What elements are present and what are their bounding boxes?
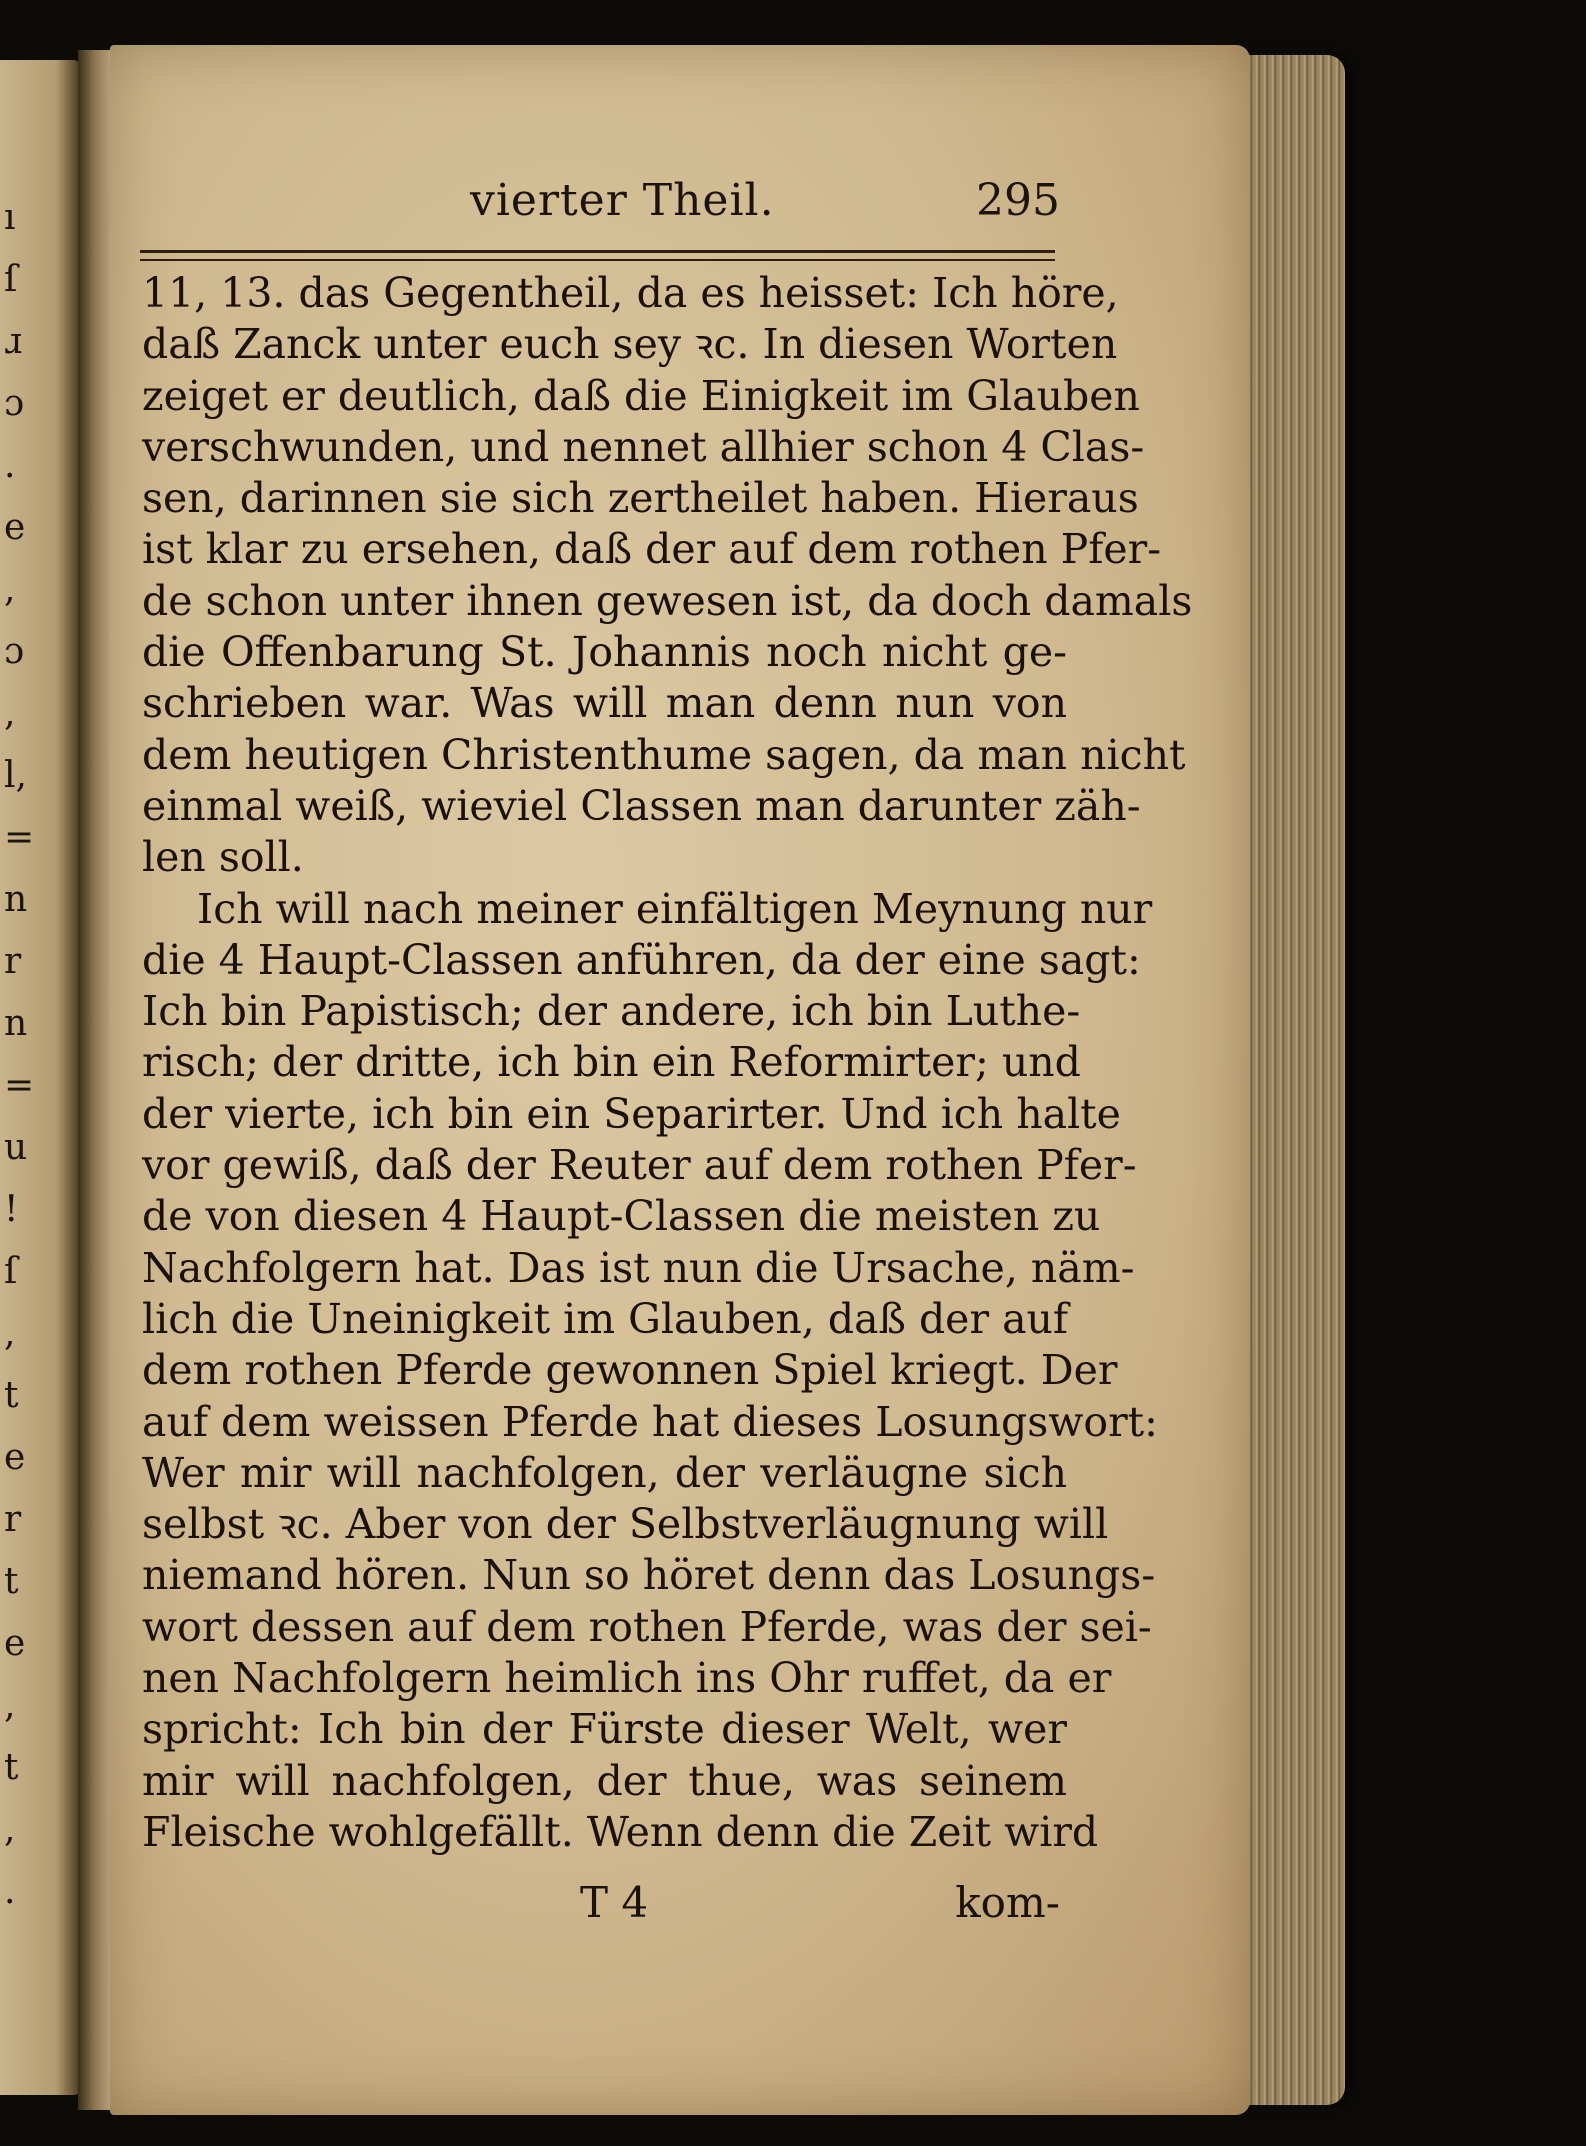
text-line: niemand hören. Nun so höret denn das Losungs-: [142, 1551, 1156, 1600]
text-line: spricht: Ich bin der Fürste dieser Welt, wer: [142, 1705, 1067, 1754]
text-line: de von diesen 4 Haupt-Classen die meisten zu: [142, 1192, 1101, 1241]
text-line: vor gewiß, daß der Reuter auf dem rothen Pfer-: [142, 1141, 1137, 1190]
left-page-fragment: n: [4, 879, 28, 920]
text-line: len soll.: [142, 833, 304, 882]
left-page-fragment: ɔ: [4, 631, 25, 672]
text-line: Wer mir will nachfolgen, der verläugne sich: [142, 1448, 1067, 1497]
body-text: [142, 268, 1193, 1858]
text-line: Nachfolgern hat. Das ist nun die Ursache, näm-: [142, 1243, 1135, 1292]
text-line: 11, 13. das Gegentheil, da es heisset: Ich höre,: [142, 269, 1119, 317]
header-rule: [140, 250, 1055, 261]
text-line: risch; der dritte, ich bin ein Reformirter; und: [142, 1038, 1081, 1087]
left-page-fragment: e: [4, 1623, 26, 1664]
text-line: Ich bin Papistisch; der andere, ich bin Luthe-: [142, 987, 1081, 1036]
page-footer: [140, 1878, 1060, 1933]
left-page-fragment: ,: [4, 569, 16, 610]
left-page-fragment: ı: [4, 197, 16, 238]
text-line: daß Zanck unter euch sey ꝛc. In diesen Worten: [142, 320, 1118, 369]
text-line: Ich will nach meiner einfältigen Meynung nur: [197, 884, 1153, 933]
text-line: lich die Uneinigkeit im Glauben, daß der auf: [142, 1294, 1069, 1343]
catchword: kom-: [955, 1878, 1060, 1927]
left-page-edge: [0, 60, 80, 2095]
left-page-fragment: ,: [4, 693, 16, 734]
page-header: [140, 175, 1060, 235]
text-line: nen Nachfolgern heimlich ins Ohr ruffet, da er: [142, 1654, 1112, 1703]
left-page-fragment: t: [4, 1375, 19, 1416]
left-page-fragment: !: [4, 1189, 19, 1230]
signature-mark: T 4: [580, 1878, 649, 1927]
text-line: schrieben war. Was will man denn nun von: [142, 679, 1067, 728]
text-line: der vierte, ich bin ein Separirter. Und ich halte: [142, 1089, 1121, 1138]
running-title: vierter Theil.: [470, 175, 775, 226]
left-page-fragment: l,: [4, 755, 27, 796]
left-page-fragment: e: [4, 507, 26, 548]
text-line: die 4 Haupt-Classen anführen, da der eine sagt:: [142, 935, 1141, 984]
left-page-fragment: n: [4, 1003, 28, 1044]
text-line: sen, darinnen sie sich zertheilet haben. Hieraus: [142, 474, 1139, 523]
left-page-fragment: t: [4, 1561, 19, 1602]
left-page-fragment: =: [4, 817, 35, 858]
left-page-fragment: ɔ: [4, 383, 25, 424]
left-page-fragment: ,: [4, 1809, 16, 1850]
text-line: Fleische wohlgefällt. Wenn denn die Zeit wird: [142, 1807, 1099, 1856]
text-line: ist klar zu ersehen, daß der auf dem rothen Pfer-: [142, 525, 1162, 574]
text-line: wort dessen auf dem rothen Pferde, was der sei-: [142, 1602, 1152, 1651]
left-page-fragment: ſ: [4, 1251, 18, 1292]
left-page-fragment: ſ: [4, 259, 18, 300]
text-line: mir will nachfolgen, der thue, was seinem: [142, 1756, 1067, 1805]
text-line: verschwunden, und nennet allhier schon 4 Clas-: [142, 422, 1145, 471]
text-line: zeiget er deutlich, daß die Einigkeit im Glauben: [142, 371, 1140, 420]
text-line: de schon unter ihnen gewesen ist, da doch damals: [142, 576, 1193, 625]
left-page-fragment: ,: [4, 1313, 16, 1354]
left-page-fragment: u: [4, 1127, 28, 1168]
left-page-fragment: r: [4, 941, 22, 982]
left-page-fragment: .: [4, 445, 16, 486]
text-line: dem rothen Pferde gewonnen Spiel kriegt. Der: [142, 1346, 1118, 1395]
left-page-fragment: .: [4, 1871, 16, 1912]
text-line: dem heutigen Christenthume sagen, da man nicht: [142, 730, 1186, 779]
left-page-fragment: =: [4, 1065, 35, 1106]
left-page-fragment: r: [4, 1499, 22, 1540]
text-line: einmal weiß, wieviel Classen man darunter zäh-: [142, 781, 1141, 830]
left-page-fragment: ɹ: [4, 321, 23, 362]
text-line: die Offenbarung St. Johannis noch nicht ge-: [142, 628, 1067, 677]
text-line: auf dem weissen Pferde hat dieses Losungswort:: [142, 1397, 1158, 1446]
text-line: selbst ꝛc. Aber von der Selbstverläugnung will: [142, 1500, 1109, 1549]
left-page-fragment: e: [4, 1437, 26, 1478]
page-number: 295: [976, 175, 1060, 226]
left-page-fragment: t: [4, 1747, 19, 1788]
left-page-fragment: ,: [4, 1685, 16, 1726]
